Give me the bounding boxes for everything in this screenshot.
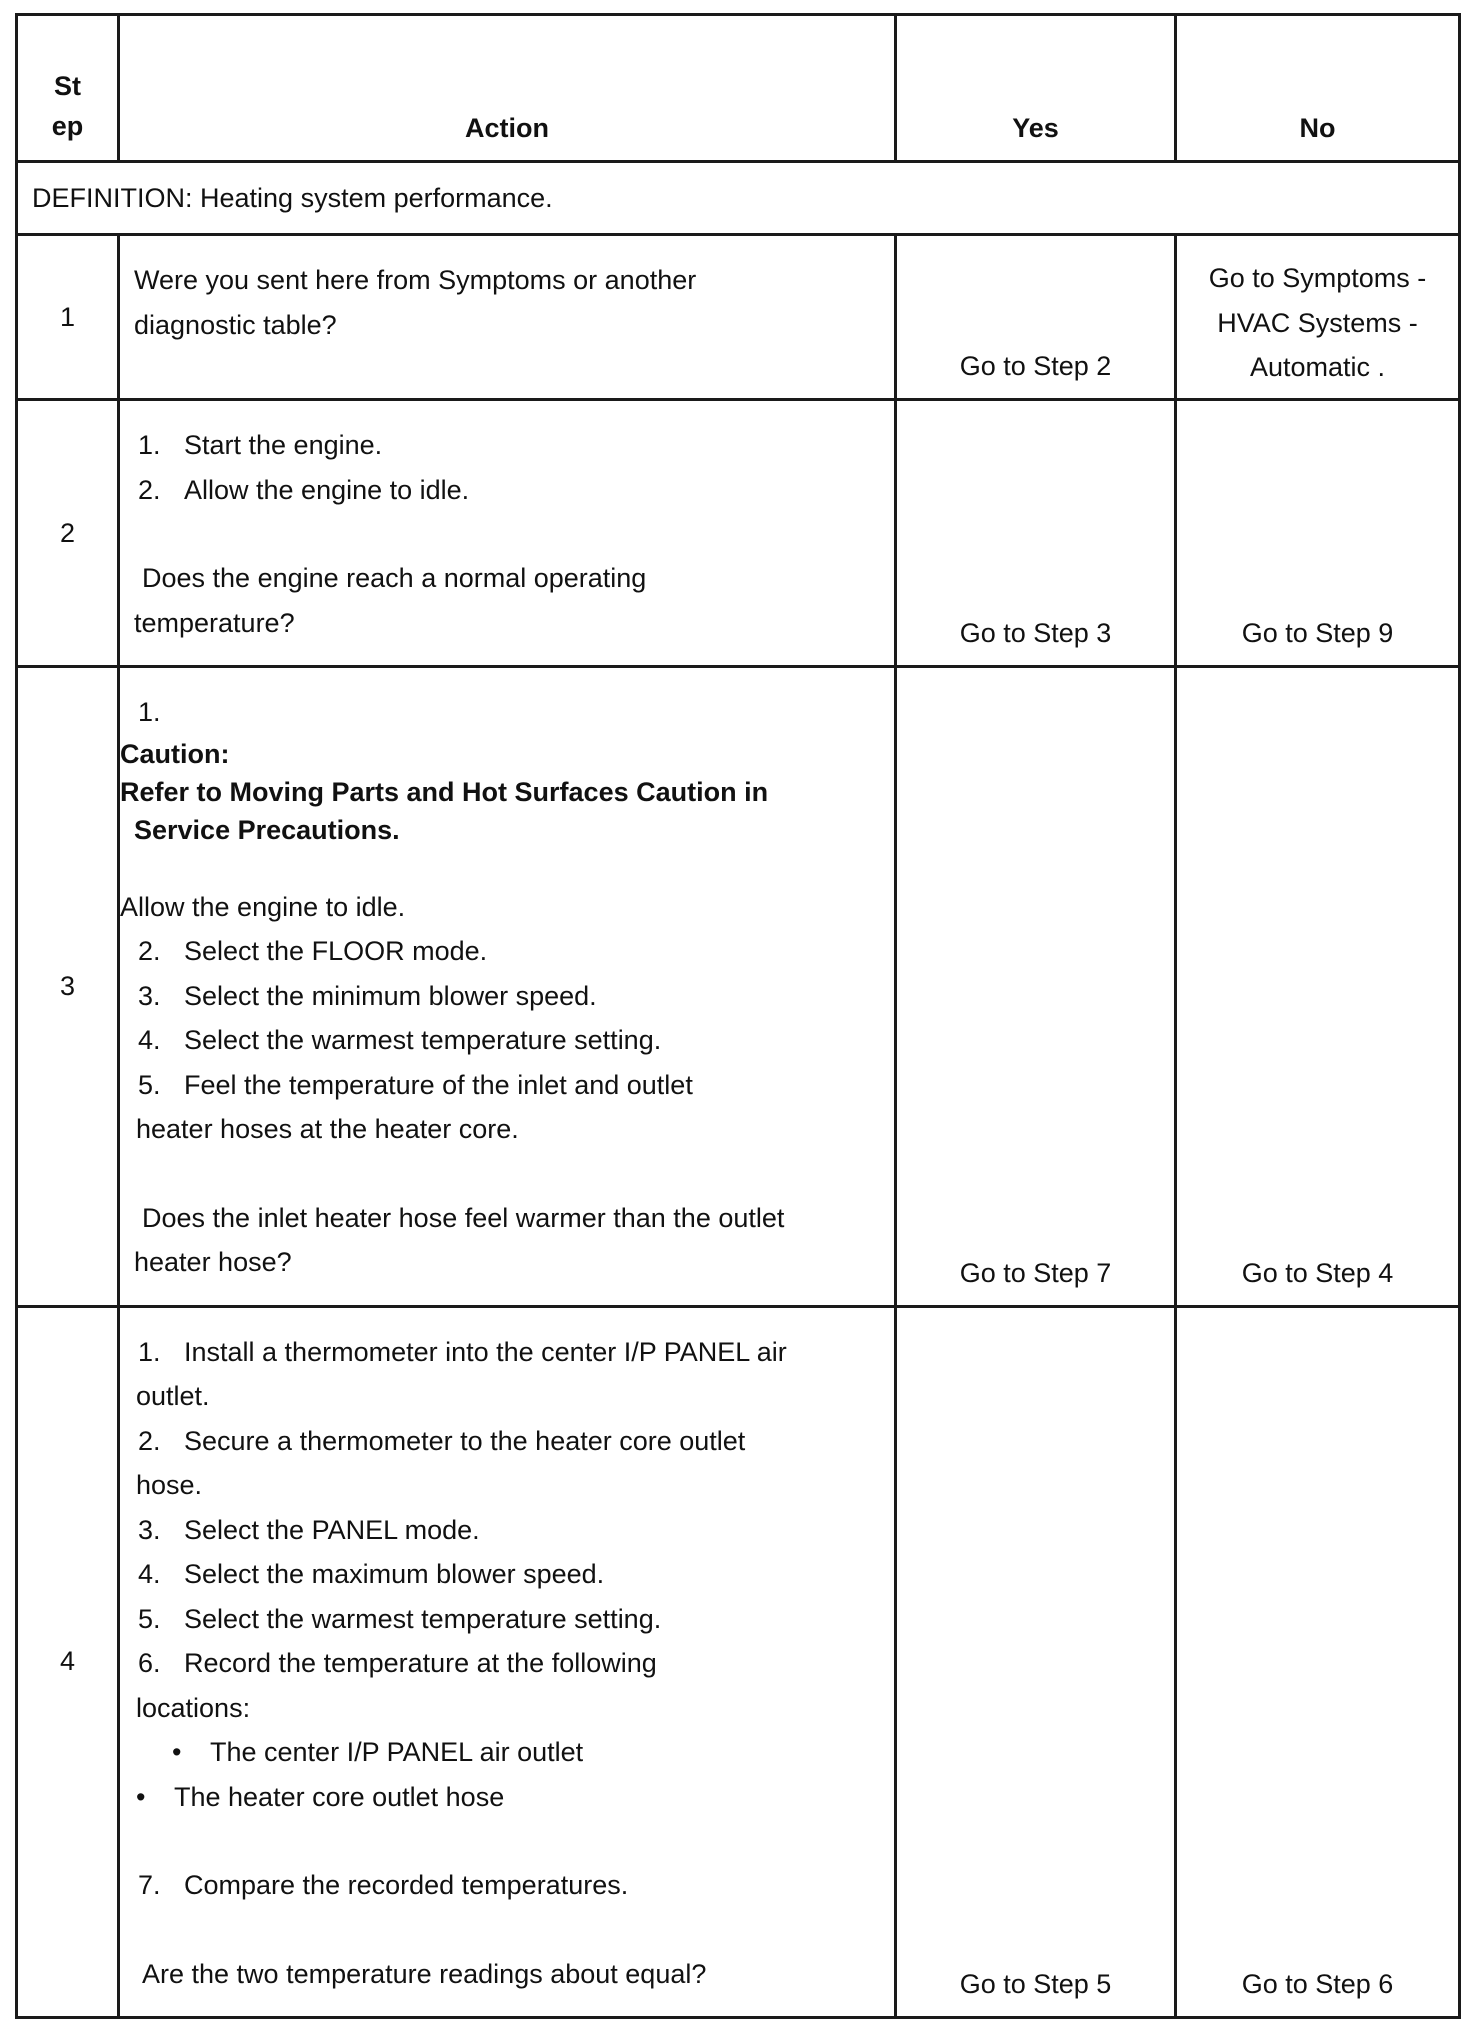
- step-text: Secure a thermometer to the heater core outlet: [184, 1425, 746, 1456]
- no-result: Go to Step 4: [1176, 667, 1460, 1307]
- action-step: [134, 423, 880, 468]
- step-text: Select the FLOOR mode.: [184, 936, 488, 966]
- step-index: 4.: [138, 1559, 161, 1589]
- step-text: Allow the engine to idle.: [184, 474, 470, 505]
- spacer: [134, 1908, 880, 1952]
- action-line: diagnostic table?: [134, 309, 337, 340]
- bullet-item: [134, 1730, 880, 1775]
- action-step: [134, 1863, 880, 1908]
- action-step: [134, 974, 880, 1019]
- action-cell: [119, 1306, 896, 2018]
- no-result-line: Go to Symptoms -: [1208, 263, 1427, 293]
- header-action: Action: [119, 15, 896, 162]
- action-step: [134, 1508, 880, 1553]
- caution-text: Service Precautions.: [134, 814, 400, 845]
- no-result-line: HVAC Systems -: [1217, 307, 1418, 338]
- step-text: Select the PANEL mode.: [184, 1514, 480, 1545]
- step-text: Select the warmest temperature setting.: [184, 1603, 662, 1634]
- definition-row: [17, 162, 1460, 235]
- yes-result: Go to Step 7: [896, 667, 1176, 1307]
- step-text: heater hoses at the heater core.: [136, 1114, 519, 1144]
- action-step: [134, 1018, 880, 1063]
- table-row: [17, 400, 1460, 667]
- header-step-line-2: ep: [51, 111, 84, 141]
- action-step: [134, 468, 880, 513]
- bullet-icon: •: [172, 1737, 182, 1767]
- step-text: Compare the recorded temperatures.: [184, 1870, 629, 1900]
- bullet-icon: •: [136, 1781, 146, 1812]
- action-question: heater hose?: [134, 1247, 292, 1277]
- yes-result: Go to Step 5: [896, 1306, 1176, 2018]
- action-step: [134, 1597, 880, 1642]
- action-step: [134, 1552, 880, 1597]
- bullet-text: The center I/P PANEL air outlet: [210, 1737, 584, 1767]
- caution-text: Refer to Moving Parts and Hot Surfaces Caution in: [120, 776, 769, 807]
- step-number: 2: [17, 400, 119, 667]
- action-question: temperature?: [134, 607, 295, 638]
- table-row: [17, 235, 1460, 400]
- step-index: 5.: [138, 1603, 161, 1634]
- step-text: Record the temperature at the following: [184, 1648, 657, 1678]
- table-row: [17, 1306, 1460, 2018]
- step-index: 2.: [138, 474, 161, 505]
- step-text: Select the warmest temperature setting.: [184, 1025, 662, 1055]
- caution-label: Caution:: [120, 738, 230, 769]
- step-index: 2.: [138, 936, 161, 966]
- action-question: Are the two temperature readings about equal?: [142, 1958, 707, 1989]
- header-step: [17, 15, 119, 162]
- step-index: 7.: [138, 1870, 161, 1900]
- step-number: 4: [17, 1306, 119, 2018]
- action-question: Does the engine reach a normal operating: [142, 563, 647, 593]
- action-step: [134, 1641, 880, 1686]
- header-step-line-1: St: [54, 71, 81, 101]
- action-cell: [119, 235, 896, 400]
- table-row: [17, 667, 1460, 1307]
- step-text: outlet.: [136, 1381, 210, 1411]
- step-index: 1.: [138, 697, 161, 727]
- yes-result: Go to Step 2: [896, 235, 1176, 400]
- step-index: 3.: [138, 1514, 161, 1545]
- action-question: Does the inlet heater hose feel warmer than the outlet: [142, 1202, 785, 1233]
- no-result: Go to Step 9: [1176, 400, 1460, 667]
- step-index: 2.: [138, 1425, 161, 1456]
- spacer: [134, 512, 880, 556]
- spacer: [134, 849, 880, 885]
- step-text: Feel the temperature of the inlet and outlet: [184, 1069, 693, 1100]
- bullet-text: The heater core outlet hose: [174, 1781, 505, 1812]
- step-index: 3.: [138, 980, 161, 1011]
- action-step: [134, 1330, 880, 1375]
- action-cell: [119, 667, 896, 1307]
- step-index: 6.: [138, 1648, 161, 1678]
- header-yes: Yes: [896, 15, 1176, 162]
- action-step: [134, 1063, 880, 1108]
- no-result-line: Automatic .: [1249, 352, 1386, 382]
- no-result: [1176, 235, 1460, 400]
- step-number: 1: [17, 235, 119, 400]
- step-text: locations:: [136, 1692, 251, 1723]
- definition-text: DEFINITION: Heating system performance.: [17, 162, 1460, 235]
- action-step: [134, 929, 880, 974]
- step-index: 1.: [138, 430, 161, 460]
- diagnostic-table: [15, 13, 1461, 2019]
- yes-result: Go to Step 3: [896, 400, 1176, 667]
- step-text: Select the maximum blower speed.: [184, 1559, 605, 1589]
- action-step: [134, 1419, 880, 1464]
- step-text: Allow the engine to idle.: [120, 891, 406, 922]
- step-number: 3: [17, 667, 119, 1307]
- step-text: Start the engine.: [184, 430, 383, 460]
- step-text: Install a thermometer into the center I/P PANEL air: [184, 1336, 787, 1367]
- step-text: hose.: [136, 1470, 203, 1500]
- no-result: Go to Step 6: [1176, 1306, 1460, 2018]
- spacer: [134, 1819, 880, 1863]
- header-row: [17, 15, 1460, 162]
- step-index: 1.: [138, 1336, 161, 1367]
- bullet-item: [134, 1775, 880, 1820]
- step-text: Select the minimum blower speed.: [184, 980, 597, 1011]
- header-no: No: [1176, 15, 1460, 162]
- action-line: Were you sent here from Symptoms or another: [134, 265, 697, 295]
- action-cell: [119, 400, 896, 667]
- spacer: [134, 1152, 880, 1196]
- step-index: 4.: [138, 1025, 161, 1055]
- step-index: 5.: [138, 1069, 161, 1100]
